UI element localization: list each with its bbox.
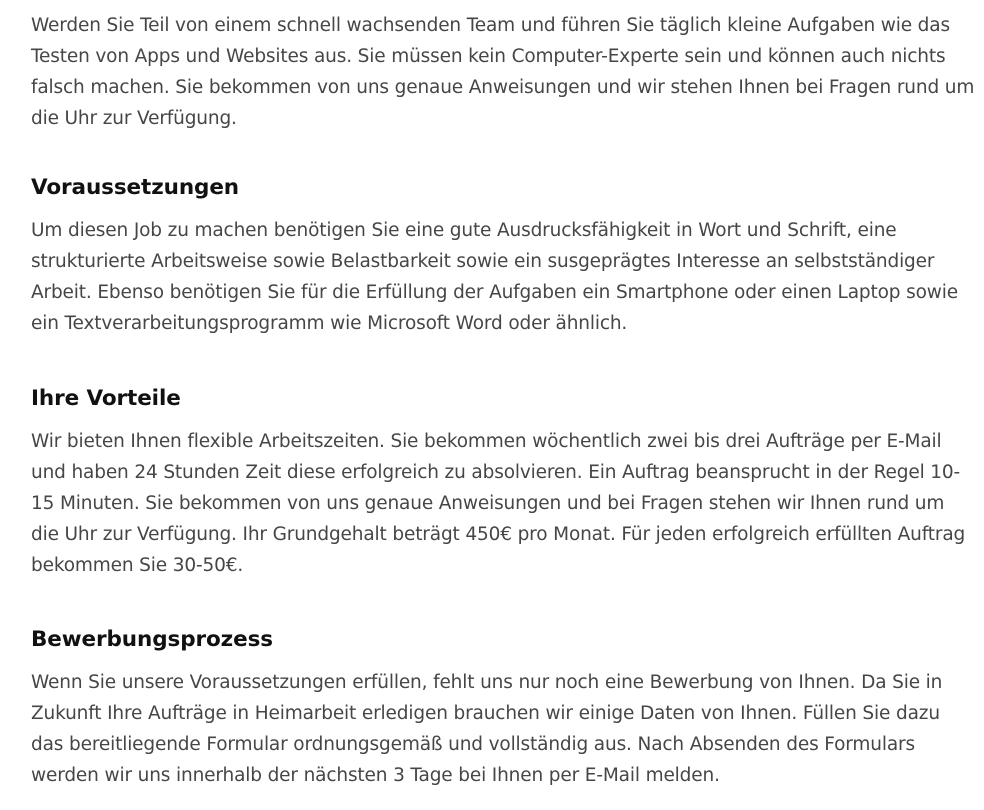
- ihre-vorteile-paragraph: Wir bieten Ihnen flexible Arbeitszeiten. Sie bekommen wöchentlich zwei bis drei Aufträge per E-Mail und haben 24 Stunden Zeit diese erfolgreich zu absolvieren. Ein Auftrag beansprucht in der Regel 10-15 Minuten. Sie bekommen von uns genaue Anweisungen und bei Fragen stehen wir Ihnen rund um die Uhr zur Verfügung. Ihr Grundgehalt beträgt 450€ pro Monat. Für jeden erfolgreich erfüllten Auftrag bekommen Sie 30-50€.: [31, 431, 966, 576]
- bewerbungsprozess-paragraph: Wenn Sie unsere Voraussetzungen erfüllen, fehlt uns nur noch eine Bewerbung von Ihnen. Da Sie in Zukunft Ihre Aufträge in Heimarbeit erledigen brauchen wir einige Daten von Ihnen. Füllen Sie dazu das bereitliegende Formular ordnungsgemäß und vollständig aus. Nach Absenden des Formulars werden wir uns innerhalb der nächsten 3 Tage bei Ihnen per E-Mail melden.: [31, 672, 943, 786]
- heading-voraussetzungen: Voraussetzungen: [31, 175, 240, 200]
- intro-paragraph: Werden Sie Teil von einem schnell wachsenden Team und führen Sie täglich kleine Aufgaben wie das Testen von Apps und Websites aus. Sie müssen kein Computer-Experte sein und können auch nichts falsch machen. Sie bekommen von uns genaue Anweisungen und wir stehen Ihnen bei Fragen rund um die Uhr zur Verfügung.: [31, 15, 975, 129]
- voraussetzungen-paragraph: Um diesen Job zu machen benötigen Sie eine gute Ausdrucksfähigkeit in Wort und Schrift, eine strukturierte Arbeitsweise sowie Belastbarkeit sowie ein susgeprägtes Interesse an selbstständiger Arbeit. Ebenso benötigen Sie für die Erfüllung der Aufgaben ein Smartphone oder einen Laptop sowie ein Textverarbeitungsprogramm wie Microsoft Word oder ähnlich.: [31, 220, 958, 334]
- heading-ihre-vorteile: Ihre Vorteile: [31, 386, 181, 411]
- heading-bewerbungsprozess: Bewerbungsprozess: [31, 627, 273, 652]
- job-description: [31, 10, 976, 791]
